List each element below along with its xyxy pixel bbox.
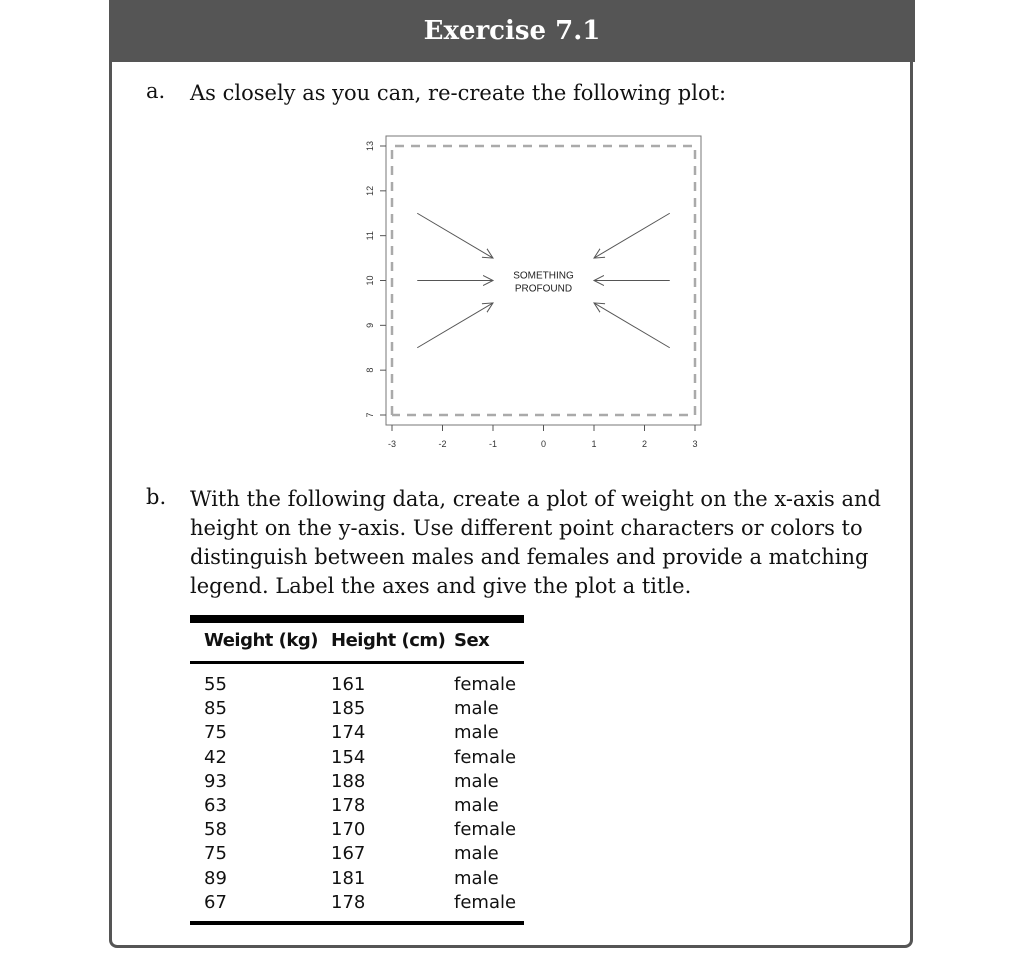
table-cell: 188 <box>331 770 366 792</box>
table-cell: 55 <box>204 674 227 695</box>
table-cell: 75 <box>204 722 227 744</box>
y-tick-label: 10 <box>365 275 375 286</box>
y-tick-label: 7 <box>365 412 375 418</box>
part-a-text: As closely as you can, re-create the following plot: <box>190 81 727 105</box>
part-b-line: distinguish between males and females and provide a matching <box>190 545 869 569</box>
arrow-line <box>417 303 493 348</box>
x-tick-label: 2 <box>641 439 648 449</box>
x-tick-label: 0 <box>540 439 547 449</box>
table-cell: female <box>454 819 517 841</box>
y-tick-label: 11 <box>365 230 375 241</box>
x-tick-label: 3 <box>692 439 698 449</box>
part-b-label: b. <box>146 485 167 509</box>
table-cell: 170 <box>331 819 366 841</box>
part-b-line: height on the y-axis. Use different point characters or colors to <box>190 516 863 540</box>
table-cell: male <box>454 770 499 792</box>
part-b-line: legend. Label the axes and give the plot a title. <box>190 574 692 598</box>
table-bottom-rule <box>190 921 524 925</box>
header-sex: Sex <box>454 630 490 651</box>
table-cell: 178 <box>331 794 366 816</box>
table-mid-rule <box>190 661 524 664</box>
table-cell: 75 <box>204 843 227 865</box>
table-cell: 89 <box>204 867 227 889</box>
table-cell: 85 <box>204 698 227 720</box>
x-tick-label: -2 <box>438 439 447 449</box>
table-cell: 42 <box>204 746 227 768</box>
y-tick-label: 9 <box>365 322 375 328</box>
table-cell: 154 <box>331 746 366 768</box>
table-cell: 161 <box>331 674 366 695</box>
y-tick-label: 12 <box>365 185 375 196</box>
header-height: Height (cm) <box>331 630 446 651</box>
table-cell: 93 <box>204 770 227 792</box>
table-cell: male <box>454 843 499 865</box>
x-tick-label: -3 <box>387 439 397 449</box>
exercise-title: Exercise 7.1 <box>109 0 915 62</box>
table-cell: male <box>454 722 499 744</box>
table-cell: 185 <box>331 698 366 720</box>
center-annotation: PROFOUND <box>514 283 573 295</box>
table-cell: female <box>454 674 517 695</box>
table-cell: female <box>454 891 517 913</box>
y-tick-label: 13 <box>365 140 375 152</box>
table-cell: female <box>454 746 517 768</box>
x-tick-label: -1 <box>488 439 498 449</box>
table-top-rule <box>190 615 524 623</box>
y-tick-label: 8 <box>365 367 375 373</box>
table-cell: 174 <box>331 722 366 744</box>
arrow-line <box>417 213 493 258</box>
center-annotation: SOMETHING <box>513 270 574 282</box>
table-cell: 63 <box>204 794 227 816</box>
arrow-line <box>594 213 670 258</box>
table-cell: 178 <box>331 891 366 913</box>
part-b-line: With the following data, create a plot of weight on the x-axis and <box>190 487 881 511</box>
x-tick-label: 1 <box>591 439 597 449</box>
part-a-label: a. <box>146 79 166 103</box>
table-cell: 67 <box>204 891 227 913</box>
height-column <box>331 673 365 915</box>
table-cell: 167 <box>331 843 366 865</box>
table-cell: male <box>454 698 499 720</box>
table-cell: male <box>454 794 499 816</box>
example-plot <box>345 128 725 458</box>
arrow-line <box>594 303 670 348</box>
part-b-text <box>190 485 890 601</box>
sex-column <box>454 673 516 915</box>
table-cell: 58 <box>204 819 227 841</box>
table-cell: 181 <box>331 867 366 889</box>
weight-column <box>204 673 227 915</box>
table-cell: male <box>454 867 499 889</box>
header-weight: Weight (kg) <box>204 630 318 651</box>
